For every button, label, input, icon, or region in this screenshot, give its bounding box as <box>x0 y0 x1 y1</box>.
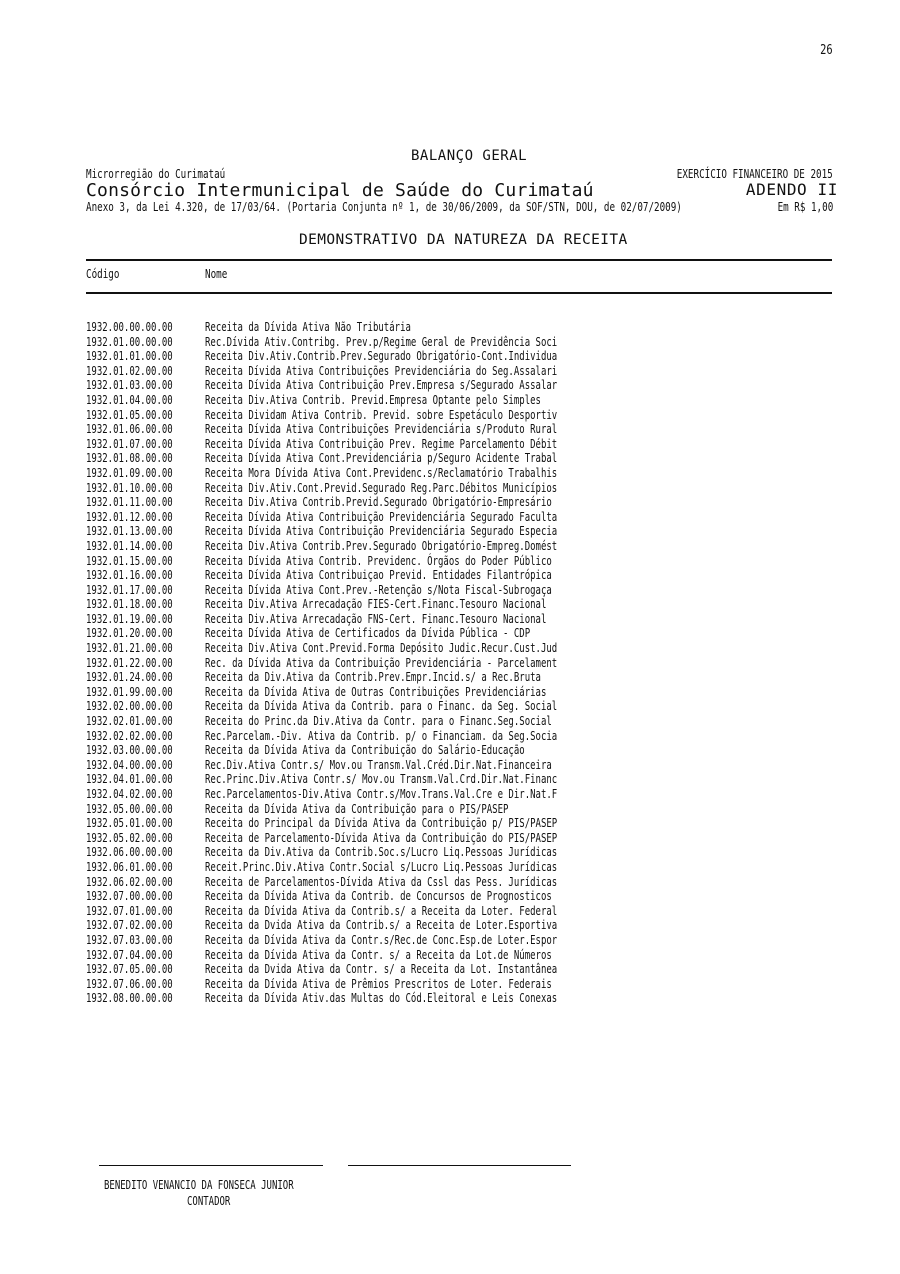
revenue-code: 1932.01.07.00.00 <box>86 435 173 451</box>
revenue-name: Receita do Princ.da Div.Ativa da Contr. para o Financ.Seg.Social <box>205 713 552 729</box>
table-row <box>86 860 706 875</box>
statement-title: DEMONSTRATIVO DA NATUREZA DA RECEITA <box>299 232 628 248</box>
top-rule <box>86 259 832 261</box>
table-row <box>86 408 706 423</box>
table-row <box>86 991 706 1006</box>
signature-line-left <box>99 1165 323 1166</box>
revenue-code: 1932.02.01.00.00 <box>86 713 173 729</box>
table-row <box>86 554 706 569</box>
revenue-name: Rec.Princ.Div.Ativa Contr.s/ Mov.ou Transm.Val.Crd.Dir.Nat.Financ <box>205 771 558 787</box>
revenue-name: Receit.Princ.Div.Ativa Contr.Social s/Lucro Liq.Pessoas Jurídicas <box>205 858 558 874</box>
revenue-code: 1932.06.00.00.00 <box>86 844 173 860</box>
revenue-code: 1932.02.02.00.00 <box>86 727 173 743</box>
revenue-code: 1932.01.99.00.00 <box>86 683 173 699</box>
table-row <box>86 787 706 802</box>
revenue-name: Receita Div.Ativa Contrib.Previd.Segurado Obrigatório-Empresário <box>205 494 552 510</box>
revenue-name: Receita Dívida Ativa de Certificados da Dívida Pública - CDP <box>205 625 531 641</box>
revenue-code: 1932.07.02.00.00 <box>86 917 173 933</box>
revenue-code: 1932.07.00.00.00 <box>86 888 173 904</box>
revenue-name: Receita da Dívida Ativa da Contr. s/ a Receita da Lot.de Números <box>205 946 552 962</box>
revenue-name: Rec.Parcelamentos-Div.Ativa Contr.s/Mov.Trans.Val.Cre e Dir.Nat.F <box>205 786 558 801</box>
header-rule <box>86 292 832 294</box>
signer-name: BENEDITO VENANCIO DA FONSECA JUNIOR <box>104 1177 294 1192</box>
revenue-name: Receita da Dívida Ativ.das Multas do Cód.Eleitoral e Leis Conexas <box>205 990 558 1006</box>
table-row <box>86 583 706 598</box>
revenue-name: Receita da Dvida Ativa da Contrib.s/ a Receita de Loter.Esportiva <box>205 917 558 933</box>
revenue-code: 1932.05.02.00.00 <box>86 829 173 845</box>
table-row <box>86 641 706 656</box>
table-row <box>86 699 706 714</box>
revenue-code: 1932.01.20.00.00 <box>86 625 173 641</box>
signature-line-right <box>348 1165 571 1166</box>
revenue-name: Receita da Dívida Ativa Não Tributária <box>205 319 411 334</box>
report-title: BALANÇO GERAL <box>411 148 528 164</box>
revenue-name: Receita de Parcelamento-Dívida Ativa da Contribuição do PIS/PASEP <box>205 829 558 845</box>
table-row <box>86 685 706 700</box>
table-row <box>86 962 706 977</box>
table-row <box>86 320 706 335</box>
revenue-name: Receita Div.Ativa Contrib. Previd.Empresa Optante pelo Simples <box>205 391 541 407</box>
revenue-code: 1932.01.12.00.00 <box>86 508 173 524</box>
revenue-name: Receita Dívida Ativa Cont.Prev.-Retenção s/Nota Fiscal-Subrogaça <box>205 581 552 597</box>
table-row <box>86 378 706 393</box>
revenue-code: 1932.07.06.00.00 <box>86 975 173 991</box>
revenue-name: Receita Div.Ativa Arrecadação FIES-Cert.Financ.Tesouro Nacional <box>205 596 547 612</box>
revenue-name: Receita Dívida Ativa Contribuição Prev. Regime Parcelamento Débit <box>205 435 558 451</box>
table-row <box>86 831 706 846</box>
revenue-code: 1932.01.10.00.00 <box>86 479 173 495</box>
table-row <box>86 364 706 379</box>
table-row <box>86 743 706 758</box>
table-row <box>86 597 706 612</box>
revenue-code: 1932.06.01.00.00 <box>86 858 173 874</box>
revenue-name: Receita Div.Ativa Cont.Previd.Forma Depósito Judic.Recur.Cust.Jud <box>205 640 558 656</box>
revenue-name: Receita Dívida Ativa Contribuiçao Previd. Entidades Filantrópica <box>205 567 552 583</box>
table-row <box>86 539 706 554</box>
table-row <box>86 977 706 992</box>
revenue-code: 1932.04.02.00.00 <box>86 786 173 801</box>
revenue-code: 1932.01.14.00.00 <box>86 537 173 553</box>
table-row <box>86 729 706 744</box>
table-row <box>86 524 706 539</box>
table-row <box>86 612 706 627</box>
entity-name: Consórcio Intermunicipal de Saúde do Curimataú <box>86 180 594 201</box>
revenue-code: 1932.08.00.00.00 <box>86 990 173 1006</box>
revenue-code: 1932.01.18.00.00 <box>86 596 173 612</box>
revenue-code: 1932.07.01.00.00 <box>86 902 173 918</box>
revenue-code: 1932.01.21.00.00 <box>86 640 173 656</box>
table-row <box>86 758 706 773</box>
column-header-code: Código <box>86 266 120 281</box>
revenue-code: 1932.01.16.00.00 <box>86 567 173 583</box>
revenue-name: Receita Div.Ativ.Cont.Previd.Segurado Reg.Parc.Débitos Municípios <box>205 479 558 495</box>
revenue-code: 1932.01.02.00.00 <box>86 362 173 378</box>
revenue-code: 1932.01.17.00.00 <box>86 581 173 597</box>
revenue-name: Receita Dívida Ativa Cont.Previdenciária p/Seguro Acidente Trabal <box>205 450 558 466</box>
table-row <box>86 656 706 671</box>
table-row <box>86 510 706 525</box>
revenue-code: 1932.01.00.00.00 <box>86 333 173 349</box>
revenue-code: 1932.06.02.00.00 <box>86 873 173 889</box>
revenue-code: 1932.01.13.00.00 <box>86 523 173 539</box>
revenue-name: Receita do Principal da Dívida Ativa da Contribuição p/ PIS/PASEP <box>205 815 558 831</box>
revenue-name: Receita da Dívida Ativa da Contrib. de Concursos de Prognosticos <box>205 888 552 904</box>
region-label: Microrregião do Curimataú <box>86 166 226 181</box>
revenue-name: Receita Dívida Ativa Contribuição Previdenciária Segurado Especia <box>205 523 558 539</box>
table-row <box>86 889 706 904</box>
fiscal-year-label: EXERCÍCIO FINANCEIRO DE 2015 <box>677 166 833 181</box>
table-row <box>86 772 706 787</box>
revenue-name: Receita Dívida Ativa Contribuição Previdenciária Segurado Faculta <box>205 508 558 524</box>
table-row <box>86 481 706 496</box>
revenue-name: Receita Div.Ativ.Contrib.Prev.Segurado Obrigatório-Cont.Individua <box>205 348 558 364</box>
table-row <box>86 422 706 437</box>
table-row <box>86 670 706 685</box>
revenue-name: Receita Dívida Ativa Contribuições Previdenciária do Seg.Assalari <box>205 362 558 378</box>
revenue-name: Receita Div.Ativa Contrib.Prev.Segurado Obrigatório-Empreg.Domést <box>205 537 558 553</box>
revenue-code: 1932.01.04.00.00 <box>86 391 173 407</box>
table-row <box>86 466 706 481</box>
revenue-name: Receita Dividam Ativa Contrib. Previd. sobre Espetáculo Desportiv <box>205 406 558 422</box>
revenue-code: 1932.01.09.00.00 <box>86 464 173 480</box>
table-row <box>86 875 706 890</box>
revenue-name: Receita Dívida Ativa Contribuição Prev.Empresa s/Segurado Assalar <box>205 377 558 393</box>
revenue-name: Receita da Div.Ativa da Contrib.Prev.Empr.Incid.s/ a Rec.Bruta <box>205 669 541 685</box>
revenue-name: Receita Mora Dívida Ativa Cont.Previdenc.s/Reclamatório Trabalhis <box>205 464 558 480</box>
revenue-name: Receita da Dívida Ativa da Contrib.s/ a Receita da Loter. Federal <box>205 902 558 918</box>
revenue-name: Rec.Parcelam.-Div. Ativa da Contrib. p/ o Financiam. da Seg.Socia <box>205 727 558 743</box>
table-row <box>86 918 706 933</box>
revenue-code: 1932.05.00.00.00 <box>86 800 173 816</box>
revenue-name: Receita da Dívida Ativa da Contr.s/Rec.de Conc.Esp.de Loter.Espor <box>205 931 558 947</box>
table-row <box>86 904 706 919</box>
revenue-name: Receita da Dívida Ativa da Contribuição do Salário-Educação <box>205 742 525 758</box>
revenue-table <box>86 320 706 1006</box>
revenue-name: Rec.Dívida Ativ.Contribg. Prev.p/Regime Geral de Previdência Soci <box>205 333 558 349</box>
revenue-code: 1932.01.11.00.00 <box>86 494 173 510</box>
table-row <box>86 802 706 817</box>
signer-role: CONTADOR <box>187 1193 231 1208</box>
revenue-code: 1932.01.03.00.00 <box>86 377 173 393</box>
revenue-name: Receita da Div.Ativa da Contrib.Soc.s/Lucro Liq.Pessoas Jurídicas <box>205 844 558 860</box>
revenue-code: 1932.07.04.00.00 <box>86 946 173 962</box>
revenue-name: Rec.Div.Ativa Contr.s/ Mov.ou Transm.Val.Créd.Dir.Nat.Financeira <box>205 756 552 772</box>
revenue-code: 1932.01.06.00.00 <box>86 421 173 437</box>
table-row <box>86 349 706 364</box>
revenue-name: Rec. da Dívida Ativa da Contribuição Previdenciária - Parcelament <box>205 654 558 670</box>
currency-unit: Em R$ 1,00 <box>777 199 833 214</box>
table-row <box>86 714 706 729</box>
column-header-name: Nome <box>205 266 228 281</box>
revenue-code: 1932.07.05.00.00 <box>86 961 173 977</box>
revenue-code: 1932.01.19.00.00 <box>86 610 173 626</box>
revenue-name: Receita Dívida Ativa Contribuições Previdenciária s/Produto Rural <box>205 421 558 437</box>
revenue-code: 1932.01.15.00.00 <box>86 552 173 568</box>
table-row <box>86 948 706 963</box>
revenue-name: Receita Div.Ativa Arrecadação FNS-Cert. Financ.Tesouro Nacional <box>205 610 547 626</box>
revenue-name: Receita da Dvida Ativa da Contr. s/ a Receita da Lot. Instantânea <box>205 961 558 977</box>
table-row <box>86 845 706 860</box>
revenue-name: Receita da Dívida Ativa da Contribuição para o PIS/PASEP <box>205 800 509 816</box>
table-row <box>86 335 706 350</box>
revenue-code: 1932.07.03.00.00 <box>86 931 173 947</box>
revenue-code: 1932.01.08.00.00 <box>86 450 173 466</box>
table-row <box>86 933 706 948</box>
revenue-code: 1932.01.24.00.00 <box>86 669 173 685</box>
page-number: 26 <box>820 43 833 58</box>
revenue-code: 1932.02.00.00.00 <box>86 698 173 714</box>
revenue-code: 1932.03.00.00.00 <box>86 742 173 758</box>
revenue-name: Receita da Dívida Ativa de Outras Contribuições Previdenciárias <box>205 683 547 699</box>
table-row <box>86 437 706 452</box>
revenue-code: 1932.04.00.00.00 <box>86 756 173 772</box>
revenue-code: 1932.01.22.00.00 <box>86 654 173 670</box>
annex-label: ADENDO II <box>745 180 838 199</box>
legal-basis: Anexo 3, da Lei 4.320, de 17/03/64. (Portaria Conjunta nº 1, de 30/06/2009, da SOF/STN, DOU, de 02/07/2009) <box>86 199 682 214</box>
table-row <box>86 451 706 466</box>
table-row <box>86 626 706 641</box>
revenue-name: Receita da Dívida Ativa de Prêmios Prescritos de Loter. Federais <box>205 975 552 991</box>
table-row <box>86 393 706 408</box>
revenue-name: Receita da Dívida Ativa da Contrib. para o Financ. da Seg. Social <box>205 698 558 714</box>
table-row <box>86 816 706 831</box>
revenue-code: 1932.01.01.00.00 <box>86 348 173 364</box>
revenue-code: 1932.01.05.00.00 <box>86 406 173 422</box>
revenue-name: Receita Dívida Ativa Contrib. Previdenc. Órgãos do Poder Público <box>205 552 552 568</box>
revenue-name: Receita de Parcelamentos-Dívida Ativa da Cssl das Pess. Jurídicas <box>205 873 558 889</box>
revenue-code: 1932.05.01.00.00 <box>86 815 173 831</box>
revenue-code: 1932.04.01.00.00 <box>86 771 173 787</box>
revenue-code: 1932.00.00.00.00 <box>86 319 173 334</box>
table-row <box>86 568 706 583</box>
table-row <box>86 495 706 510</box>
